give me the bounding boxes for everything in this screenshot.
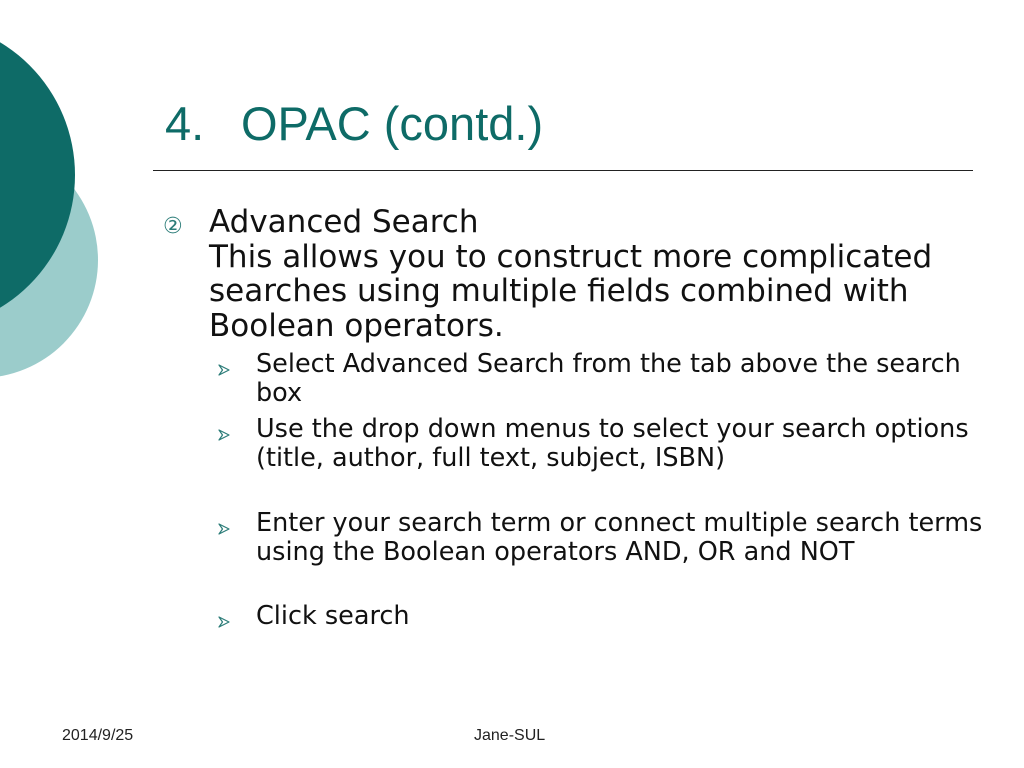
main-bullet-text [209, 205, 989, 343]
main-heading: Advanced Search [209, 204, 479, 240]
sub-item: Enter your search term or connect multiple search terms using the Boolean operators AND, OR and NOT [256, 508, 983, 567]
slide-title [165, 98, 543, 150]
title-number: 4. [165, 97, 205, 150]
arrowhead-bullet-icon [217, 428, 231, 442]
footer-author: Jane-SUL [474, 727, 546, 744]
footer-date: 2014/9/25 [62, 727, 134, 744]
sub-item: Use the drop down menus to select your search options (title, author, full text, subject, ISBN) [256, 414, 969, 473]
title-text: OPAC (contd.) [241, 97, 544, 150]
arrowhead-bullet-icon [217, 363, 231, 377]
decorative-circles [0, 0, 110, 400]
title-divider [153, 170, 973, 171]
arrowhead-bullet-icon [217, 522, 231, 536]
arrowhead-bullet-icon [217, 615, 231, 629]
main-body: This allows you to construct more complicated searches using multiple fields combined with Boolean operators. [209, 238, 933, 344]
circled-two-icon: ② [163, 214, 183, 239]
sub-item: Select Advanced Search from the tab above the search box [256, 349, 961, 408]
sub-item: Click search [256, 601, 410, 631]
